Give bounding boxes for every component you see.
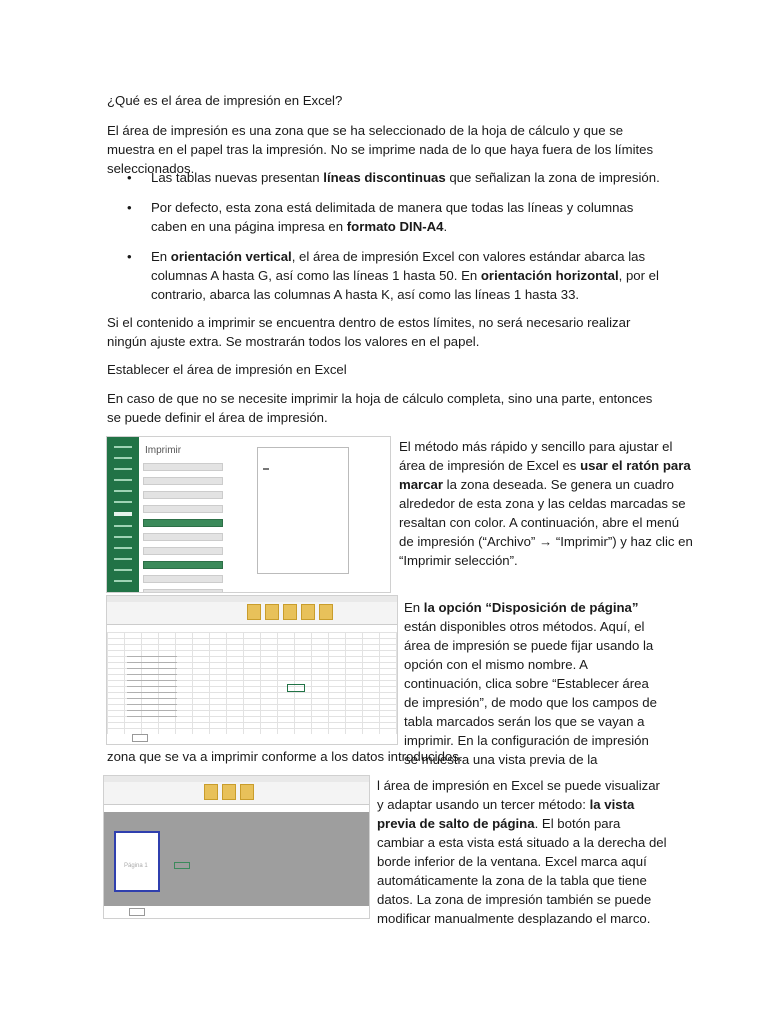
intro-paragraph: El área de impresión es una zona que se ha seleccionado de la hoja de cálculo y que se muestra en el papel tras la impresión. No se imprime nada de lo que haya fuera de los límites seleccionados.: [107, 123, 654, 176]
list-item: • Las tablas nuevas presentan líneas discontinuas que señalizan la zona de impresión.: [107, 168, 663, 187]
method2-paragraph-end: zona que se va a imprimir conforme a los datos introducidos.: [107, 749, 463, 764]
print-dialog-screenshot: [106, 436, 391, 593]
data-columns: [127, 652, 177, 722]
page-layout-screenshot: [106, 595, 398, 745]
selected-cell: [287, 684, 305, 692]
ribbon-toolbar: [107, 596, 397, 625]
print-settings-panel: [143, 457, 223, 587]
sheet-tab: [129, 908, 145, 916]
method3-paragraph: l área de impresión en Excel se puede visualizar y adaptar usando un tercer método: la vista previa de salto de página. El botón para cambiar a esta vista está situado a la derecha del borde inferior de la ventana. Excel marca aquí automáticamente la zona de la tabla que tiene datos. La zona de impresión también se puede modificar manualmente desplazando el marco.: [377, 778, 667, 926]
heading-set-print-area: Establecer el área de impresión en Excel: [107, 362, 347, 377]
sheet-tab: [132, 734, 148, 742]
list-item: • Por defecto, esta zona está delimitada de manera que todas las líneas y columnas caben en una página impresa en formato DIN-A4.: [107, 198, 663, 236]
print-dialog-title: Imprimir: [145, 445, 182, 456]
method2-paragraph: En la opción “Disposición de página” están disponibles otros métodos. Aquí, el área de impresión se puede fijar usando la opción con el mismo nombre. A continuación, clica sobre “Establecer área de impresión”, de modo que los campos de tabla marcados serán los que se vayan a imprimir. En la configuración de impresión se muestra una vista previa de la: [404, 600, 657, 767]
bullet-list: [107, 168, 663, 315]
selected-cell: [174, 862, 190, 869]
ribbon-toolbar: [104, 776, 369, 805]
list-item: • En orientación vertical, el área de impresión Excel con valores estándar abarca las columnas A hasta G, así como las líneas 1 hasta 50. En orientación horizontal, por el contrario, abarca las columnas A hasta K, así como las líneas 1 hasta 33.: [107, 247, 663, 304]
heading-what-is-print-area: ¿Qué es el área de impresión en Excel?: [107, 93, 343, 108]
method1-paragraph: El método más rápido y sencillo para ajustar el área de impresión de Excel es usar el ratón para marcar la zona deseada. Se genera un cuadro alrededor de esta zona y las celdas marcadas se resaltan con color. A continuación, abre el menú de impresión (“Archivo” → “Imprimir”) y haz clic en “Imprimir selección”.: [399, 439, 693, 568]
file-menu-sidebar: [107, 437, 139, 592]
print-preview-page: [257, 447, 349, 574]
print-area-frame[interactable]: Página 1: [114, 831, 160, 892]
limits-paragraph: Si el contenido a imprimir se encuentra dentro de estos límites, no será necesario realizar ningún ajuste extra. Se mostrarán todos los valores en el papel.: [107, 315, 631, 349]
partial-print-paragraph: En caso de que no se necesite imprimir la hoja de cálculo completa, sino una parte, entonces se puede definir el área de impresión.: [107, 391, 653, 425]
page-break-preview-screenshot: [103, 775, 370, 919]
